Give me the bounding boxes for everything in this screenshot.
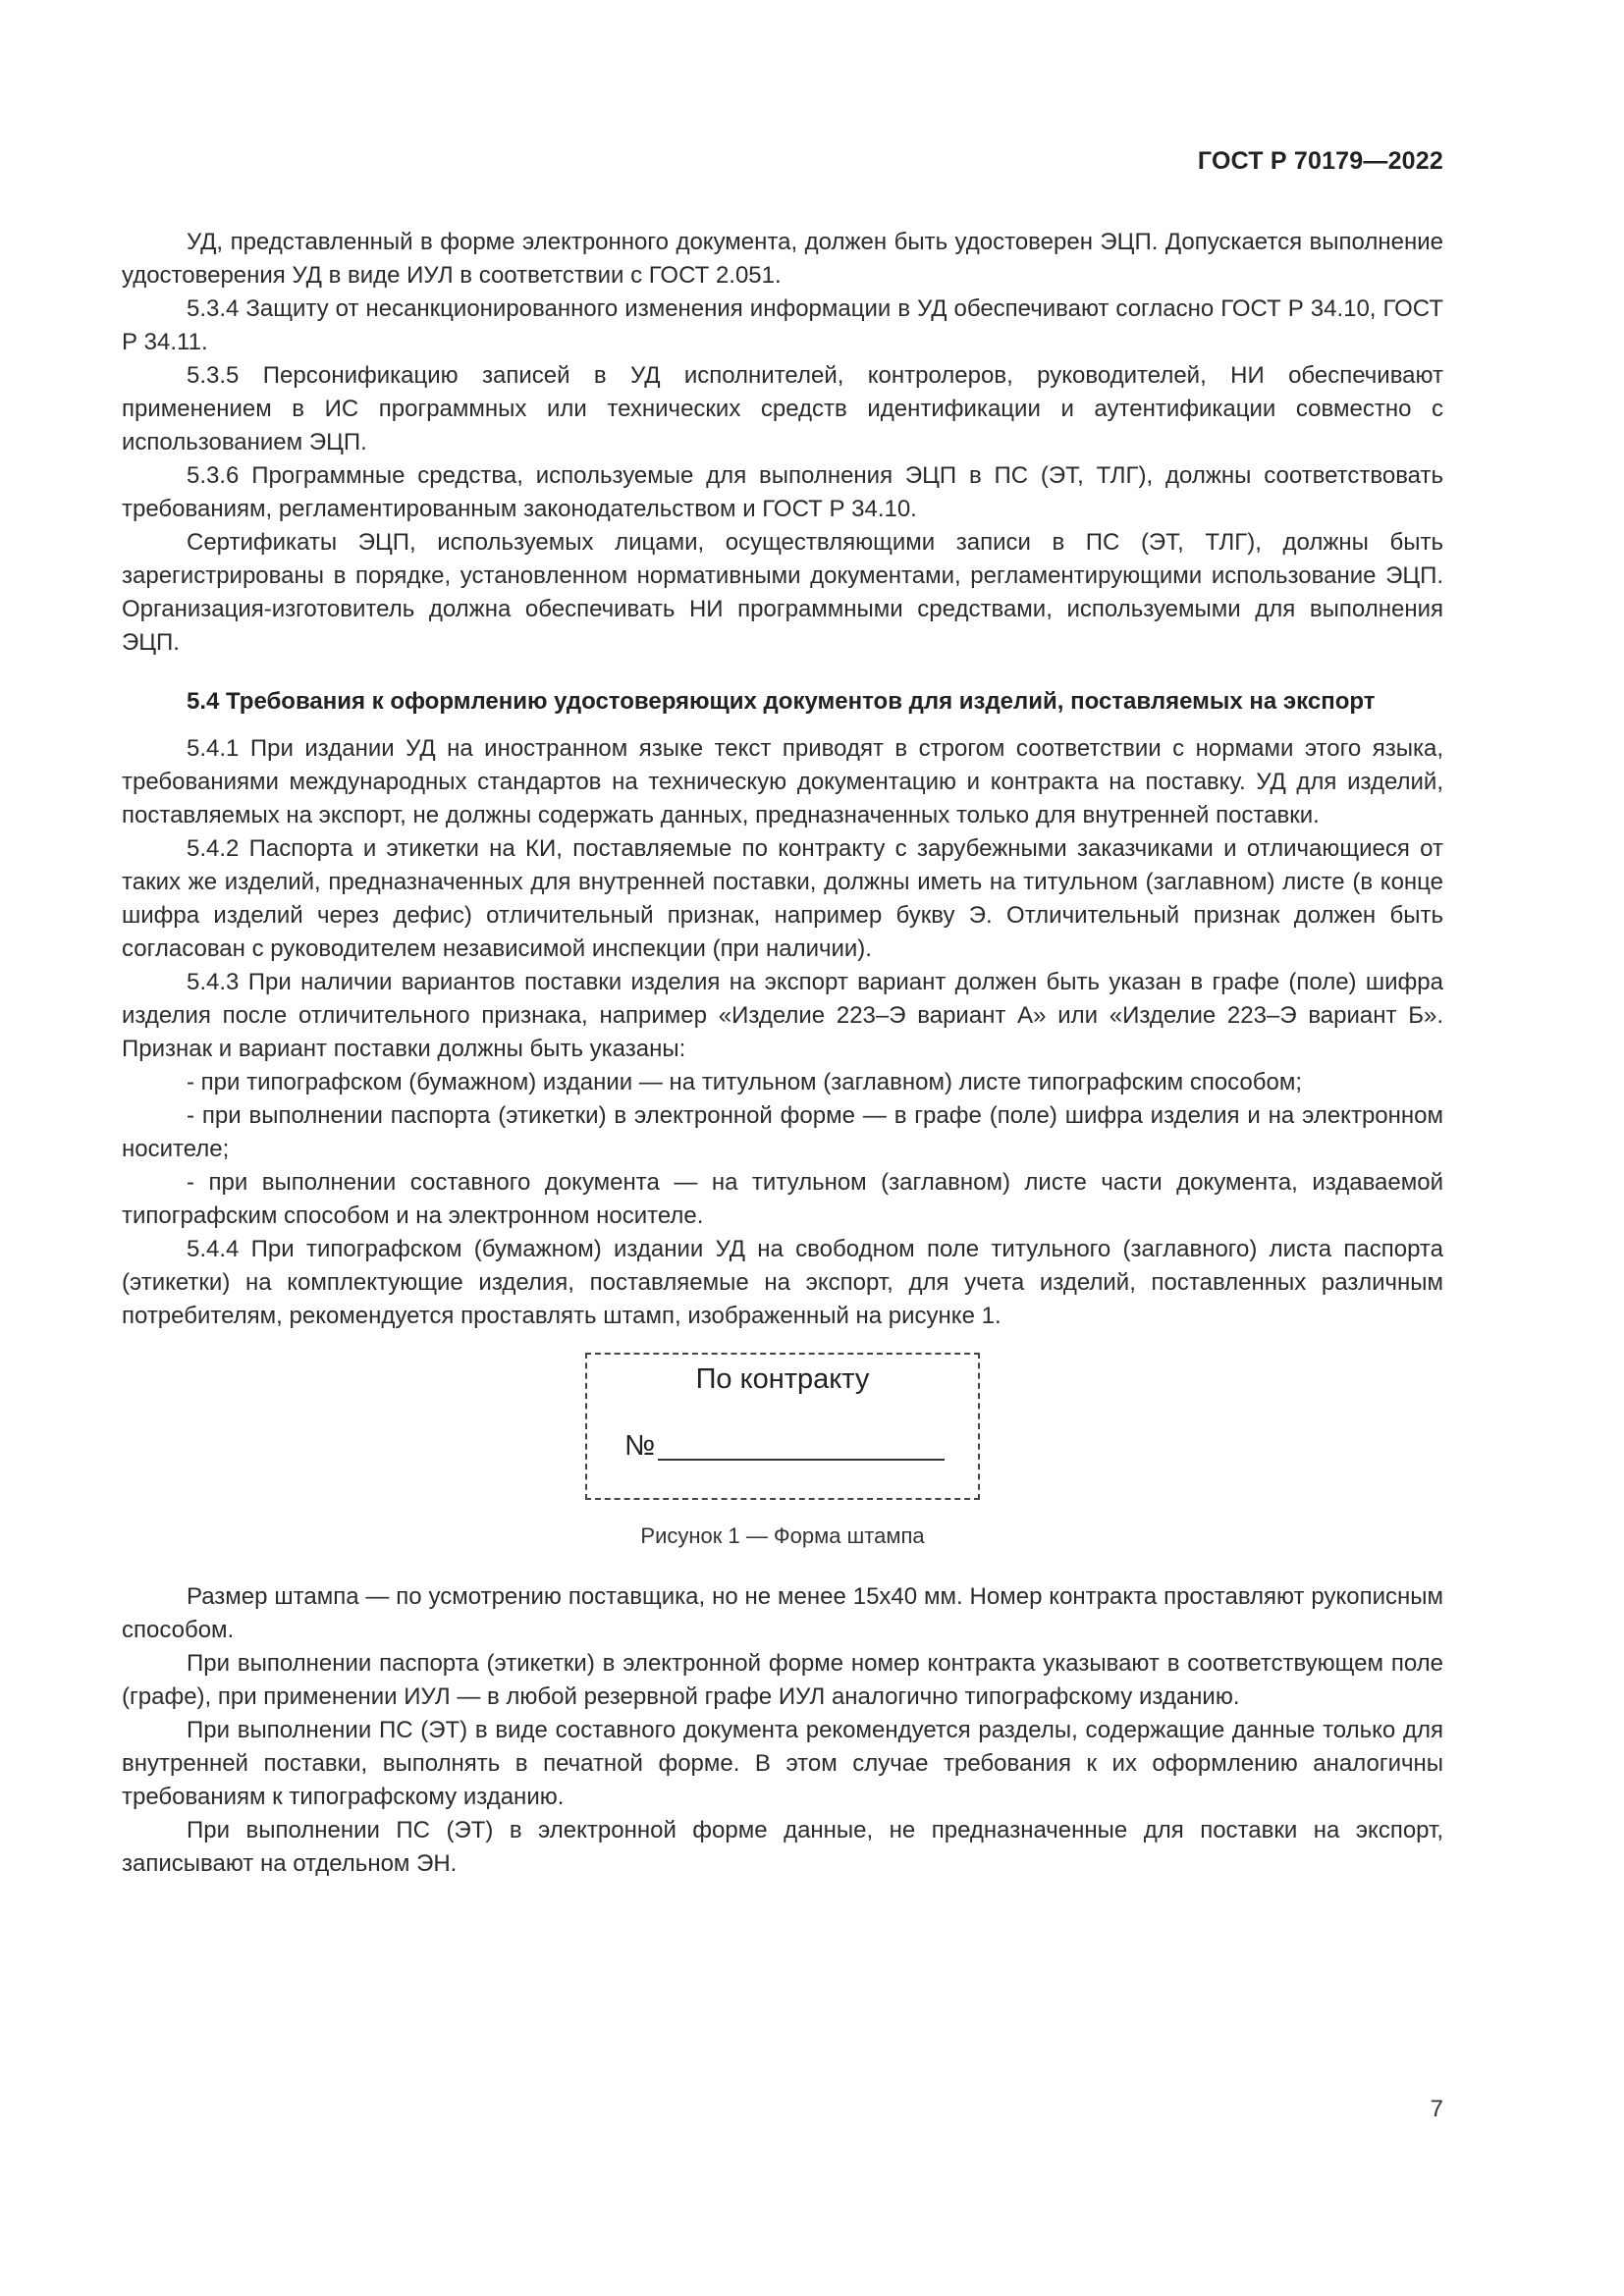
paragraph: При выполнении ПС (ЭТ) в электронной форме данные, не предназначенные для поставки на экспорт, записывают на отдельном ЭН. [122,1817,1443,1877]
figure-caption: Рисунок 1 — Форма штампа [640,1523,925,1548]
page-number: 7 [1430,2096,1443,2122]
document-body [122,226,1443,1881]
paragraph-5-4-2: 5.4.2 Паспорта и этикетки на КИ, поставляемые по контракту с зарубежными заказчиками и отличающиеся от таких же изделий, предназначенных для внутренней поставки, должны иметь на титульном (заглавном) листе (в конце шифра изделий через дефис) отличительный признак, например букву Э. Отличительный признак должен быть согласован с руководителем независимой инспекции (при наличии). [122,835,1443,962]
stamp-title: По контракту [695,1363,870,1395]
figure-1 [122,1353,1443,1551]
paragraph-5-3-5: 5.3.5 Персонификацию записей в УД исполнителей, контролеров, руководителей, НИ обеспечивают применением в ИС программных или технических средств идентификации и аутентификации совместно с использованием ЭЦП. [122,362,1443,455]
paragraph-5-3-6: 5.3.6 Программные средства, используемые для выполнения ЭЦП в ПС (ЭТ, ТЛГ), должны соответствовать требованиям, регламентированным законодательством и ГОСТ Р 34.10. [122,462,1443,522]
paragraph-5-4-1: 5.4.1 При издании УД на иностранном языке текст приводят в строгом соответствии с нормами этого языка, требованиями международных стандартов на техническую документацию и контракта на поставку. УД для изделий, поставляемых на экспорт, не должны содержать данных, предназначенных только для внутренней поставки. [122,735,1443,828]
paragraph-5-4-3: 5.4.3 При наличии вариантов поставки изделия на экспорт вариант должен быть указан в графе (поле) шифра изделия после отличительного признака, например «Изделие 223–Э вариант А» или «Изделие 223–Э вариант Б». Признак и вариант поставки должны быть указаны: [122,969,1443,1062]
list-item: - при выполнении составного документа — на титульном (заглавном) листе части документа, издаваемой типографским способом и на электронном носителе. [122,1169,1443,1229]
paragraph: При выполнении паспорта (этикетки) в электронной форме номер контракта указывают в соответствующем поле (графе), при применении ИУЛ — в любой резервной графе ИУЛ аналогично типографскому изданию. [122,1650,1443,1710]
list-item: - при типографском (бумажном) издании — на титульном (заглавном) листе типографским способом; [187,1069,1303,1095]
paragraph: При выполнении ПС (ЭТ) в виде составного документа рекомендуется разделы, содержащие данные только для внутренней поставки, выполнять в печатной форме. В этом случае требования к их оформлению аналогичны требованиям к типографскому изданию. [122,1717,1443,1810]
section-heading-5-4: 5.4 Требования к оформлению удостоверяющих документов для изделий, поставляемых на экспорт [187,688,1376,715]
paragraph: УД, представленный в форме электронного документа, должен быть удостоверен ЭЦП. Допускается выполнение удостоверения УД в виде ИУЛ в соответствии с ГОСТ 2.051. [122,229,1443,289]
paragraph: Сертификаты ЭЦП, используемых лицами, осуществляющими записи в ПС (ЭТ, ТЛГ), должны быть зарегистрированы в порядке, установленном нормативными документами, регламентирующими использование ЭЦП. Организация-изготовитель должна обеспечивать НИ программными средствами, используемыми для выполнения ЭЦП. [122,529,1443,656]
paragraph-5-4-4: 5.4.4 При типографском (бумажном) издании УД на свободном поле титульного (заглавного) листа паспорта (этикетки) на комплектующие изделия, поставляемые на экспорт, для учета изделий, поставленных различным потребителям, рекомендуется проставлять штамп, изображенный на рисунке 1. [122,1236,1443,1329]
standard-code-header: ГОСТ Р 70179—2022 [1197,147,1443,175]
paragraph-5-3-4: 5.3.4 Защиту от несанкционированного изменения информации в УД обеспечивают согласно ГОСТ Р 34.10, ГОСТ Р 34.11. [122,295,1443,355]
stamp-number-line [658,1459,945,1461]
stamp-number-label: № [624,1430,656,1462]
paragraph: Размер штампа — по усмотрению поставщика, но не менее 15х40 мм. Номер контракта проставляют рукописным способом. [122,1583,1443,1643]
list-item: - при выполнении паспорта (этикетки) в электронной форме — в графе (поле) шифра изделия и на электронном носителе; [122,1102,1443,1162]
stamp-form [585,1353,980,1500]
